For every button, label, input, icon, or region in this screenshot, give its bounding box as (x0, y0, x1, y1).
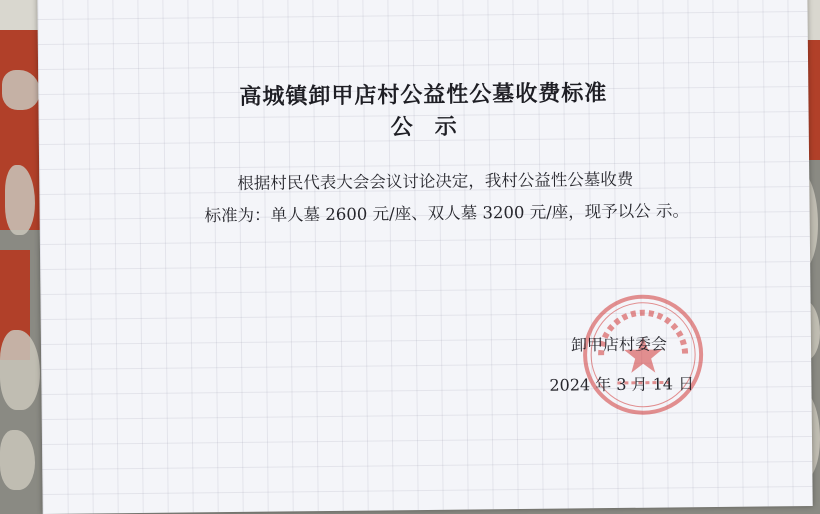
issuer-name: 卸甲店村委会 (570, 334, 668, 355)
notice-subtitle: 公示 (390, 113, 479, 141)
issue-date: 2024 年 3 月 14 日 (549, 374, 695, 395)
notice-title: 高城镇卸甲店村公益性公墓收费标准 (239, 80, 608, 110)
body-line-2: 标准为：单人墓 2600 元/座、双人墓 3200 元/座，现予以公 (204, 201, 651, 226)
notice-body-cont (204, 195, 724, 232)
notice-paper (37, 0, 812, 514)
body-line-3: 示。 (655, 201, 690, 221)
body-line-1: 根据村民代表大会会议讨论决定，我村公益性公墓收费 (237, 169, 634, 193)
